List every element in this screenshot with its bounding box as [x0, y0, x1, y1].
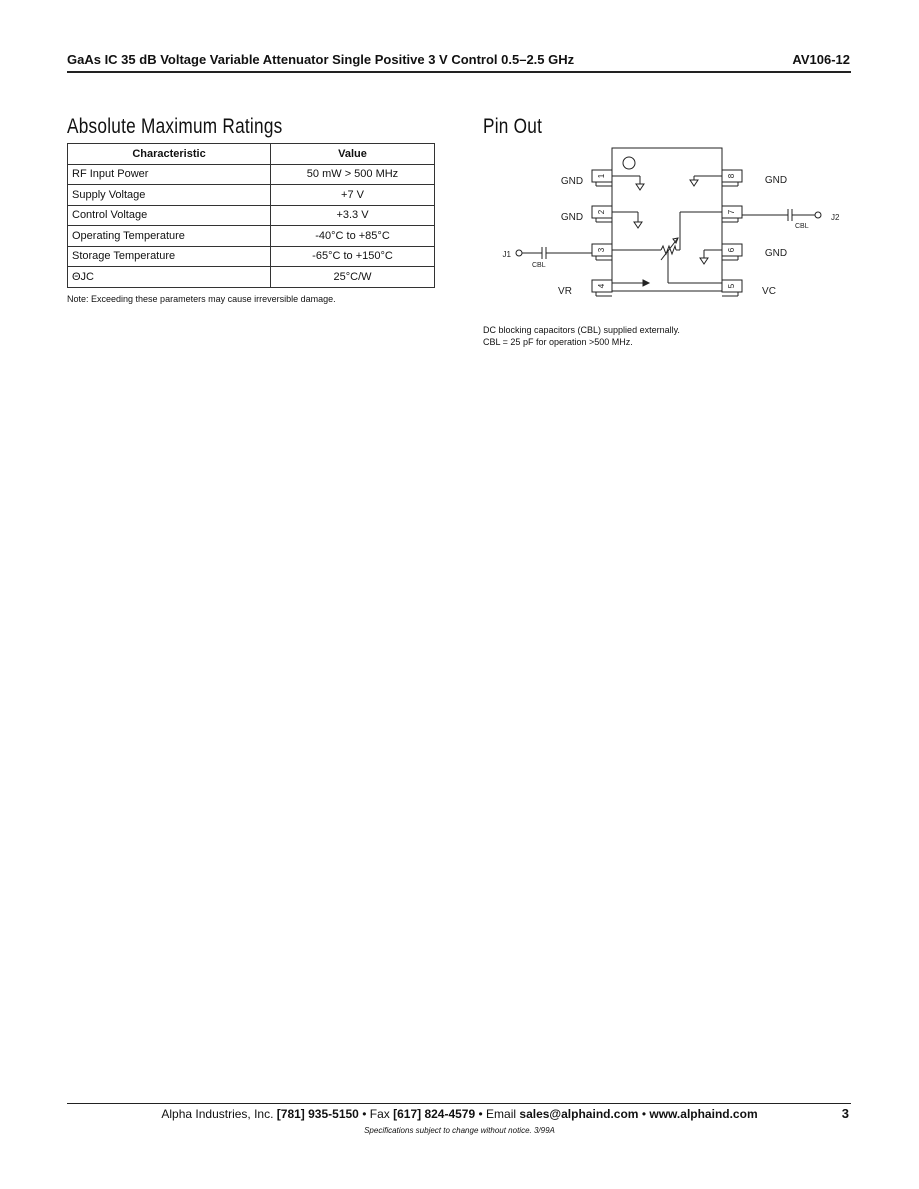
- pin-number-3: 3: [597, 247, 607, 253]
- internal-wiring: [612, 176, 722, 286]
- table-row: [68, 246, 435, 267]
- footer-rule: [67, 1103, 851, 1104]
- characteristic-cell: Storage Temperature: [68, 246, 271, 267]
- part-number: AV106-12: [792, 52, 850, 67]
- absolute-max-title: Absolute Maximum Ratings: [67, 115, 283, 138]
- pin-label-4: VR: [558, 286, 572, 297]
- characteristic-cell: Operating Temperature: [68, 226, 271, 247]
- footer-fax: [617] 824-4579: [393, 1107, 476, 1121]
- table-row: [68, 185, 435, 206]
- footer-bullet: •: [362, 1107, 367, 1121]
- pin-number-4: 4: [597, 283, 607, 289]
- pin-out-diagram: [483, 138, 843, 318]
- j2-capacitor: [742, 209, 821, 221]
- pin-out-note-1: DC blocking capacitors (CBL) supplied externally.: [483, 325, 680, 335]
- pin-label-5: VC: [762, 286, 776, 297]
- cap-label-j2: CBL: [795, 223, 809, 230]
- characteristic-cell: Supply Voltage: [68, 185, 271, 206]
- pin-label-8: GND: [764, 175, 788, 186]
- spec-note: Specifications subject to change without notice. 3/99A: [364, 1126, 555, 1135]
- footer-bullet: •: [478, 1107, 483, 1121]
- footer-company: Alpha Industries, Inc.: [161, 1107, 274, 1121]
- pin-number-1: 1: [597, 173, 607, 179]
- page-number: 3: [841, 1106, 849, 1121]
- table-row: [68, 226, 435, 247]
- table-row: [68, 205, 435, 226]
- j1-capacitor: [516, 247, 592, 259]
- characteristic-cell: ΘJC: [68, 267, 271, 288]
- value-cell: 25°C/W: [271, 267, 435, 288]
- pin-number-8: 8: [727, 173, 737, 179]
- pin-number-6: 6: [727, 247, 737, 253]
- footer-contact: [0, 1107, 919, 1121]
- value-cell: -65°C to +150°C: [271, 246, 435, 267]
- characteristic-cell: Control Voltage: [68, 205, 271, 226]
- table-row: [68, 267, 435, 288]
- footer-phone: [781] 935-5150: [276, 1107, 359, 1121]
- characteristic-cell: RF Input Power: [68, 164, 271, 185]
- pin-label-7: J2: [831, 213, 840, 222]
- footer-email-link[interactable]: sales@alphaind.com: [519, 1107, 639, 1121]
- value-cell: +7 V: [271, 185, 435, 206]
- footer-bullet: •: [641, 1107, 647, 1121]
- pin-number-5: 5: [727, 283, 737, 289]
- value-cell: 50 mW > 500 MHz: [271, 164, 435, 185]
- pin-1-marker: [623, 157, 635, 169]
- value-cell: -40°C to +85°C: [271, 226, 435, 247]
- pin-label-3: J1: [502, 250, 511, 259]
- cap-label-j1: CBL: [532, 262, 546, 269]
- ratings-note: Note: Exceeding these parameters may cause irreversible damage.: [67, 294, 336, 304]
- pin-out-note-2: CBL = 25 pF for operation >500 MHz.: [483, 337, 633, 347]
- column-header-characteristic: Characteristic: [68, 144, 271, 165]
- header-title: GaAs IC 35 dB Voltage Variable Attenuator Single Positive 3 V Control 0.5–2.5 GHz: [67, 52, 575, 67]
- right-pins: [722, 170, 742, 296]
- pin-out-title: Pin Out: [483, 115, 543, 138]
- pin-number-7: 7: [727, 209, 737, 215]
- pin-label-1: GND: [560, 176, 584, 187]
- ratings-table: [67, 143, 435, 288]
- footer-fax-label: Fax: [369, 1107, 390, 1121]
- footer-web-link[interactable]: www.alphaind.com: [649, 1107, 758, 1121]
- footer-email-label: Email: [486, 1107, 517, 1121]
- column-header-value: Value: [271, 144, 435, 165]
- pin-label-6: GND: [764, 248, 788, 259]
- header-rule: [67, 71, 851, 73]
- table-row: [68, 164, 435, 185]
- table-header-row: [68, 144, 435, 165]
- pin-number-2: 2: [597, 209, 607, 215]
- value-cell: +3.3 V: [271, 205, 435, 226]
- left-pins: [592, 170, 612, 296]
- pin-label-2: GND: [560, 212, 584, 223]
